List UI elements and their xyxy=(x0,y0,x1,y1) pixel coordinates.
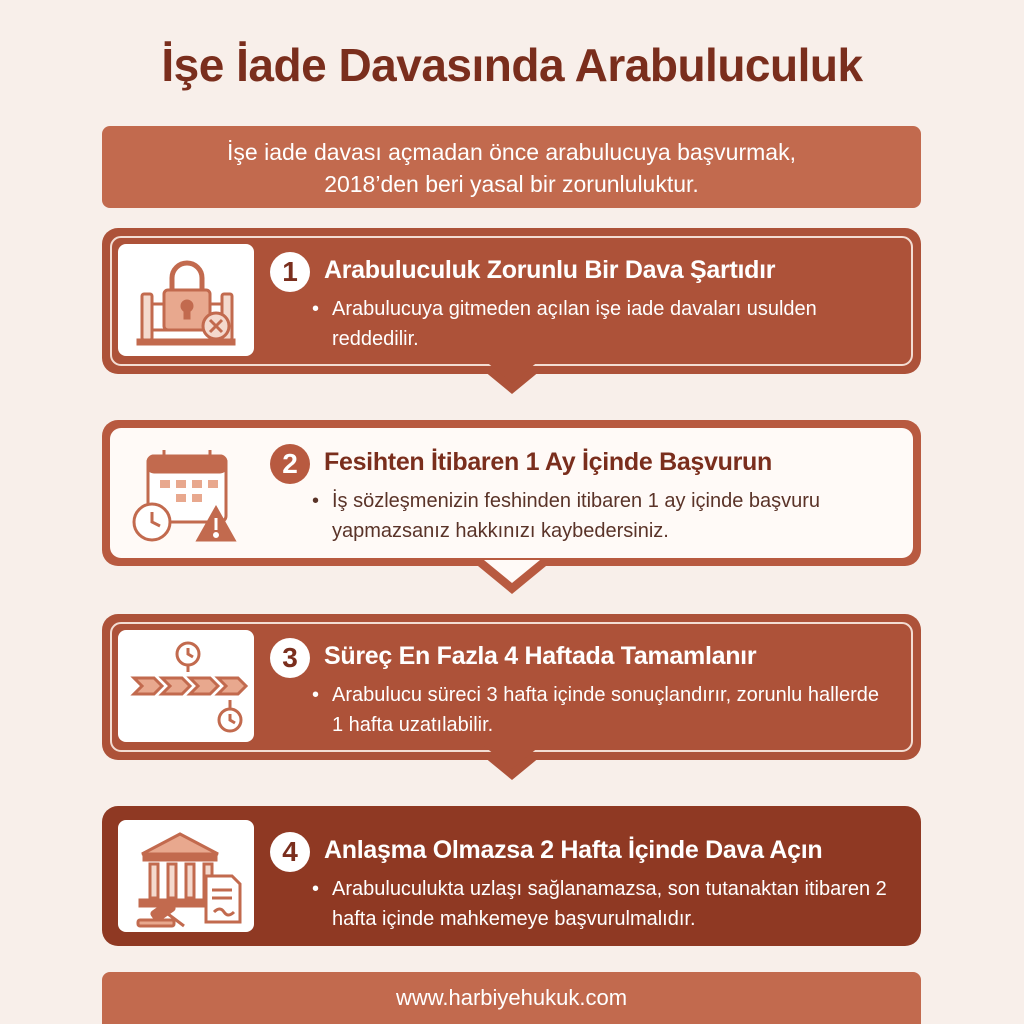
step-heading-2: Fesihten İtibaren 1 Ay İçinde Başvurun xyxy=(324,448,772,476)
step-card-4 xyxy=(102,806,921,946)
bullet-dot: • xyxy=(312,298,320,320)
step-card-2 xyxy=(102,420,921,566)
step-number-1: 1 xyxy=(270,252,310,292)
step-bullet-text-1: Arabulucuya gitmeden açılan işe iade davaları usulden reddedilir. xyxy=(332,298,817,350)
step-number-2: 2 xyxy=(270,444,310,484)
bullet-dot: • xyxy=(312,684,320,706)
intro-banner xyxy=(102,126,921,208)
step-card-3 xyxy=(102,614,921,760)
step-bullet-text-4: Arabuluculukta uzlaşı sağlanamazsa, son tutanaktan itibaren 2 hafta içinde mahkemeye başvurulmalıdır. xyxy=(332,878,887,930)
step-bullet-4 xyxy=(312,874,892,934)
page-title: İşe İade Davasında Arabuluculuk xyxy=(161,39,863,91)
step-bullet-1 xyxy=(312,294,892,354)
intro-line-1: İşe iade davası açmadan önce arabulucuya başvurmak, xyxy=(227,139,796,165)
intro-line-2: 2018’den beri yasal bir zorunluluktur. xyxy=(324,171,699,197)
footer-website-link[interactable]: www.harbiyehukuk.com xyxy=(102,972,921,1024)
step-bullet-3 xyxy=(312,680,892,740)
timeline-clock-icon xyxy=(118,630,254,742)
bullet-dot: • xyxy=(312,878,320,900)
step-heading-3: Süreç En Fazla 4 Haftada Tamamlanır xyxy=(324,642,757,670)
step-bullet-2 xyxy=(312,486,892,546)
locked-gate-icon xyxy=(118,244,254,356)
step-heading-4: Anlaşma Olmazsa 2 Hafta İçinde Dava Açın xyxy=(324,836,823,864)
step-heading-1: Arabuluculuk Zorunlu Bir Dava Şartıdır xyxy=(324,256,776,284)
connector-arrow-1 xyxy=(478,366,546,394)
step-number-4: 4 xyxy=(270,832,310,872)
connector-arrow-2 xyxy=(478,566,546,594)
step-card-1 xyxy=(102,228,921,374)
step-number-3: 3 xyxy=(270,638,310,678)
step-bullet-text-2: İş sözleşmenizin feshinden itibaren 1 ay içinde başvuru yapmazsanız hakkınızı kaybedersiniz. xyxy=(332,490,821,542)
step-bullet-text-3: Arabulucu süreci 3 hafta içinde sonuçlandırır, zorunlu hallerde 1 hafta uzatılabilir. xyxy=(332,684,879,736)
bullet-dot: • xyxy=(312,490,320,512)
connector-arrow-3 xyxy=(478,752,546,780)
courthouse-gavel-icon xyxy=(118,820,254,932)
calendar-clock-warning-icon xyxy=(112,430,248,550)
